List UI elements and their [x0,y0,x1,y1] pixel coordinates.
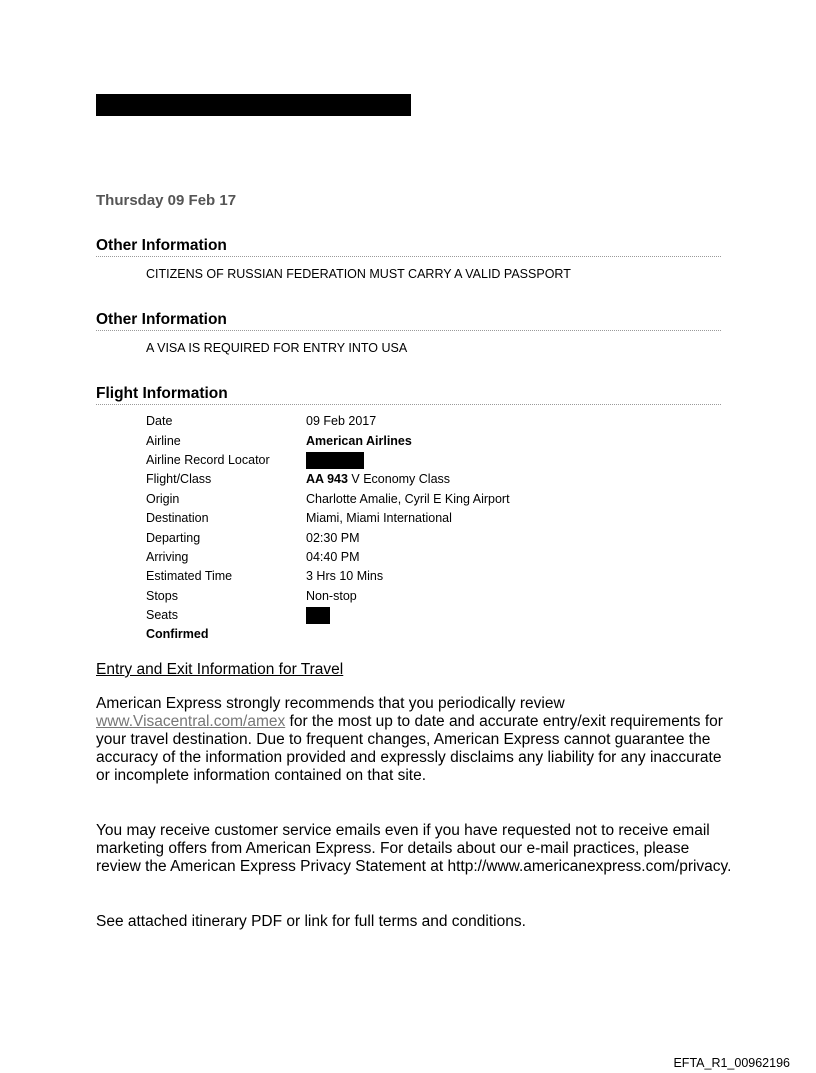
document-id: EFTA_R1_00962196 [673,1056,790,1070]
row-label: Arriving [146,549,189,564]
entry-exit-paragraph [96,695,736,785]
row-value: American Airlines [306,433,412,448]
row-value: 04:40 PM [306,549,360,564]
table-row [146,490,510,509]
row-value [306,625,510,644]
table-row [146,587,510,606]
flight-class: V Economy Class [347,472,451,487]
flight-details-table [146,412,510,645]
redaction-box [306,607,330,624]
row-label: Estimated Time [146,569,233,584]
row-label: Seats [146,608,178,623]
row-label: Departing [146,530,201,545]
visacentral-link[interactable]: www.Visacentral.com/amex [96,713,286,730]
row-value: Non-stop [306,588,357,603]
flight-number: AA 943 [306,472,348,487]
flight-info-section [96,385,721,405]
table-row [146,412,510,431]
row-label: Confirmed [146,627,209,642]
table-row [146,470,510,489]
row-value: 02:30 PM [306,530,360,545]
paragraph-text: American Express strongly recommends that you periodically review [96,695,565,712]
row-label: Airline Record Locator [146,452,270,467]
row-value [306,470,510,489]
row-label: Date [146,414,173,429]
email-notice-paragraph: You may receive customer service emails even if you have requested not to receive email marketing offers from American Express. For details about our e-mail practices, please review the American Express Privacy Statement at http://www.americanexpress.com/privacy. [96,822,732,875]
table-row [146,625,510,644]
section-title: Other Information [96,311,721,331]
row-value: Charlotte Amalie, Cyril E King Airport [306,491,510,506]
redaction-box [306,452,364,469]
row-value: Miami, Miami International [306,511,452,526]
other-info-section [96,237,721,282]
row-label: Flight/Class [146,472,212,487]
table-row [146,567,510,586]
table-row [146,431,510,450]
table-row [146,451,510,470]
section-text: A VISA IS REQUIRED FOR ENTRY INTO USA [146,341,408,355]
row-value: 3 Hrs 10 Mins [306,569,384,584]
row-label: Destination [146,511,209,526]
row-value [306,606,510,625]
redaction-bar [96,94,411,116]
table-row [146,606,510,625]
table-row [146,528,510,547]
section-title: Flight Information [96,385,721,405]
paragraph-text: for the most up to date and accurate entry/exit requirements for your travel destination. Due to frequent changes, American Express cannot guarantee the accuracy of the information provided and expressly disclaims any liability for any inaccurate or incomplete information contained on that site. [96,713,723,784]
other-info-section [96,311,721,356]
section-text: CITIZENS OF RUSSIAN FEDERATION MUST CARRY A VALID PASSPORT [146,267,571,281]
row-label: Stops [146,588,178,603]
section-title: Other Information [96,237,721,257]
row-label: Origin [146,491,180,506]
table-row [146,509,510,528]
row-label: Airline [146,433,181,448]
row-value [306,451,510,470]
terms-paragraph: See attached itinerary PDF or link for full terms and conditions. [96,913,526,930]
date-heading: Thursday 09 Feb 17 [96,192,237,209]
row-value: 09 Feb 2017 [306,414,377,429]
table-row [146,548,510,567]
entry-exit-title: Entry and Exit Information for Travel [96,661,344,678]
